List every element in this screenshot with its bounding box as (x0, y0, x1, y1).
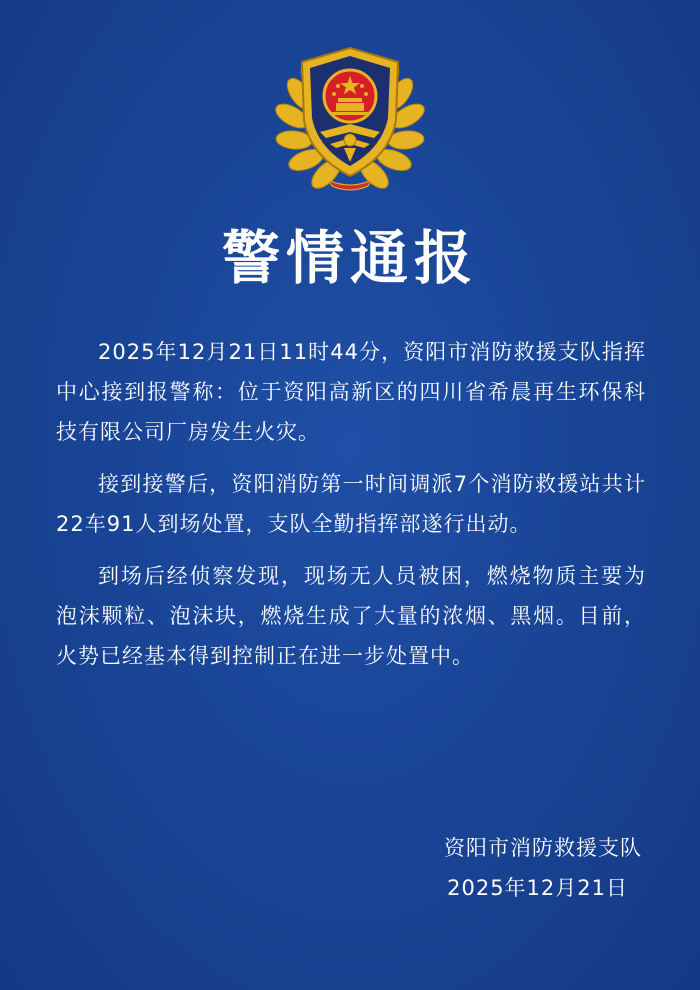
signature-date: 2025年12月21日 (447, 876, 628, 900)
notice-body (56, 332, 646, 688)
page-title: 警情通报 (221, 224, 478, 292)
paragraph-3: 到场后经侦察发现，现场无人员被困，燃烧物质主要为泡沫颗粒、泡沫块，燃烧生成了大量的浓烟、黑烟。目前，火势已经基本得到控制正在进一步处置中。 (56, 564, 646, 668)
signature-block (342, 828, 642, 908)
fire-rescue-emblem-icon (270, 34, 430, 194)
paragraph-1: 2025年12月21日11时44分，资阳市消防救援支队指挥中心接到报警称：位于资阳高新区的四川省希晨再生环保科技有限公司厂房发生火灾。 (56, 340, 646, 444)
paragraph-2: 接到接警后，资阳消防第一时间调派7个消防救援站共计22车91人到场处置，支队全勤指挥部遂行出动。 (56, 472, 646, 536)
signature-org: 资阳市消防救援支队 (444, 836, 642, 860)
